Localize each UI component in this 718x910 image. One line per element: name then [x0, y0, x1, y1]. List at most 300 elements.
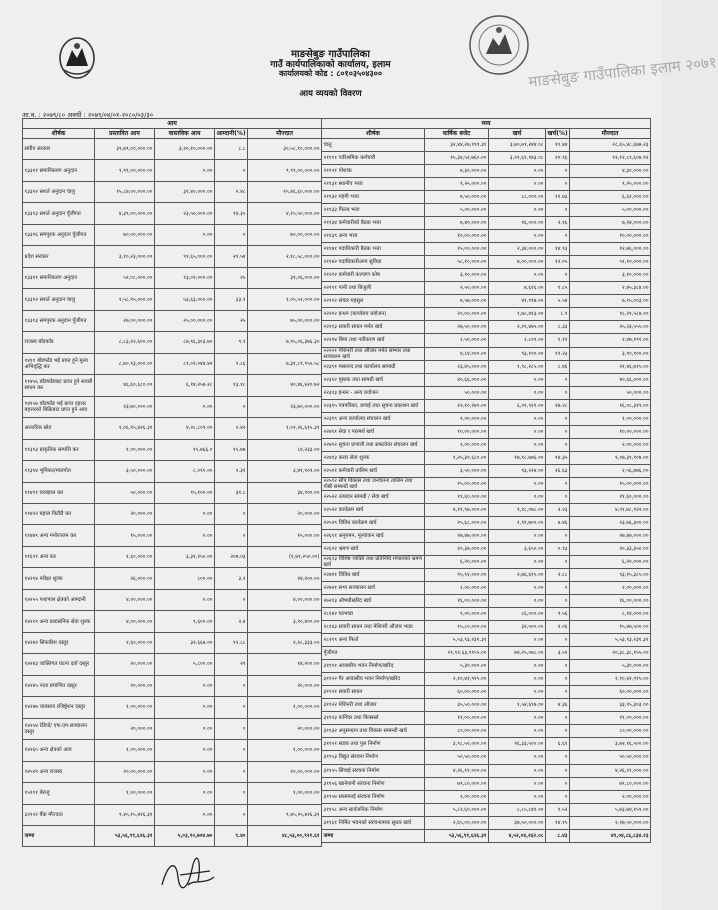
expense-row [322, 269, 651, 282]
expense-cell-balance: १२,१२,८९,६०७.९२ [570, 152, 651, 165]
income-cell-balance: १५,०००.०० [248, 525, 322, 546]
income-cell-title: १४११ बाँडफाँड भई प्राप्त हुने मुल्य अभिवृद्धि कर [23, 353, 95, 374]
expense-cell-c2: ९,१८,०७८.०० [489, 503, 546, 516]
expense-cell-title: २२५२२ कार्यक्रम खर्च [322, 503, 425, 516]
income-header-actual: वास्तविक आय [155, 129, 215, 139]
expense-cell-balance: ३,७२,१६,५००.०० [570, 738, 651, 751]
expense-cell-pct: ० [546, 412, 570, 425]
income-cell-c2: ५३,६३,०००.०० [155, 289, 215, 310]
income-cell-balance: ४,१५,५०,०००.०० [248, 203, 322, 224]
expense-cell-c1: ५,३०,०००.०० [425, 660, 489, 673]
expense-row [322, 803, 651, 816]
expense-cell-c1: १५,८०,०००.०० [425, 621, 489, 634]
expense-cell-pct: ९.५६ [546, 608, 570, 621]
expense-cell-balance: २,४७,१९१.०० [570, 334, 651, 347]
expense-cell-c2: ०.०० [489, 673, 546, 686]
expense-cell-title: २२२२१ मेशिनरी तथा औजार मर्मत सम्भार तथा सञ्चालन खर्च [322, 347, 425, 360]
expense-cell-pct: ० [546, 673, 570, 686]
expense-row [322, 373, 651, 386]
expense-header-percent: खर्च(%) [547, 129, 568, 137]
expense-cell-balance: ६,२०,०००.०० [570, 556, 651, 569]
expense-cell-pct: ० [546, 438, 570, 451]
income-row [23, 654, 322, 675]
expense-cell-balance: ४,३०,०००.०० [570, 165, 651, 178]
expense-cell-c1: ५,८२,६०,०००.०० [425, 803, 489, 816]
income-cell-pct: ० [215, 160, 248, 181]
expense-cell-balance: ५,००,०००.०० [570, 204, 651, 217]
expense-cell-pct: ६.६१ [546, 738, 570, 751]
expense-cell-pct: १.१२ [546, 334, 570, 347]
income-cell-pct: २९ [215, 654, 248, 675]
expense-cell-pct: १४.९३ [546, 243, 570, 256]
income-cell-balance: १,००,०००.०० [248, 697, 322, 718]
income-cell-pct: २५ [215, 310, 248, 331]
expense-cell-pct: ८.३३ [546, 321, 570, 334]
expense-cell-title: २२६११ अनुगमन, मूल्यांकन खर्च [322, 529, 425, 542]
expense-row [322, 334, 651, 347]
expense-row [322, 686, 651, 699]
expense-cell-c2: ९३,२२४.०० [489, 464, 546, 477]
expense-cell-title: २२३१२ पुस्तक तथा सामग्री खर्च [322, 373, 425, 386]
income-cell-balance: ७,९५,०६,३७६.३० [248, 332, 322, 353]
expense-cell-pct: २.०६ [546, 621, 570, 634]
income-cell-c2: ०.०० [155, 503, 215, 524]
expense-cell-title: ३११५५ सिंचाई संरचना निर्माण [322, 764, 425, 777]
income-cell-c2: ८९,०२,०४४.४२ [155, 353, 215, 374]
expense-cell-c1: २१,१२,६३,९१५५.०० [425, 647, 489, 660]
expense-cell-pct: १.५२ [546, 803, 570, 816]
income-cell-balance: ९,४५,१५,४२६.३१ [248, 804, 322, 825]
expense-cell-title: २११३२ महंगी भत्ता [322, 191, 425, 204]
income-cell-balance: २,२८,३३३.०० [248, 632, 322, 653]
expense-cell-balance: २,१०,४२,९१५.०० [570, 673, 651, 686]
expense-cell-balance: ५,७३,७४,१५९.०० [570, 803, 651, 816]
expense-cell-title: २८१४३ सवारी साधन तथा मेशिनरी औजार भाडा [322, 621, 425, 634]
expense-cell-pct: ० [546, 712, 570, 725]
income-cell-title: ११३१३ प्राकृतिक सम्पत्ति कर [23, 439, 95, 460]
income-cell-title: १४२४३ व्यक्तिगत घटना दर्ता दस्तुर [23, 654, 95, 675]
income-row [23, 783, 322, 804]
expense-row [322, 542, 651, 555]
income-cell-c1: ३,१०,२३,०००.०० [95, 246, 155, 267]
expense-cell-c1: ४,२६,११,०००.०० [425, 764, 489, 777]
expense-cell-title: २११४२ पदाधिकारीअन्य सुविधा [322, 256, 425, 269]
income-cell-pct: २.४८ [215, 181, 248, 202]
income-row [23, 353, 322, 374]
expense-cell-pct: ० [546, 529, 570, 542]
income-cell-title: १३३१६ समपुरक अनुदान पुँजीगत [23, 224, 95, 245]
expense-cell-c2: ३,२१,६१,१७३.०८ [489, 152, 546, 165]
income-cell-balance: ८४,२३३.०० [248, 439, 322, 460]
expense-cell-pct: ० [546, 790, 570, 803]
income-header-proposed: प्रस्तावित आय [95, 129, 155, 139]
stamp-text: माङसेबुङ गाउँपालिका इलाम २०७१ [527, 53, 718, 91]
income-row [23, 461, 322, 482]
income-cell-pct: ० [215, 675, 248, 696]
expense-row [322, 725, 651, 738]
expense-cell-c1: २३,४५,०००.०० [425, 360, 489, 373]
income-cell-c1: २०,०००.०० [95, 675, 155, 696]
expense-cell-title: ३११३२ अनुसन्धान तथा विकास सम्बन्धी खर्च [322, 725, 425, 738]
expense-cell-pct: ४.३६ [546, 699, 570, 712]
expense-cell-balance: २,००,०००.०० [570, 582, 651, 595]
expense-cell-balance: ४,०१,७८,९२२.०० [570, 503, 651, 516]
income-cell-pct: २.४ [215, 611, 248, 632]
expense-cell-c2: ०.०० [489, 477, 546, 490]
expense-row [322, 556, 651, 569]
expense-row [322, 412, 651, 425]
income-header-title: शीर्षक [23, 129, 95, 139]
expense-cell-pct: ० [546, 777, 570, 790]
income-row [23, 396, 322, 417]
income-cell-balance: २०,०००.०० [248, 503, 322, 524]
income-cell-c2: ३,२०,१०,०००.०० [155, 139, 215, 160]
income-cell-balance: २,१८,५८,०००.०० [248, 246, 322, 267]
expense-row [322, 347, 651, 360]
income-row [23, 546, 322, 567]
income-row [23, 160, 322, 181]
expense-cell-c2: १,९१,७००.०० [489, 516, 546, 529]
income-cell-pct: ०.४२ [215, 418, 248, 439]
income-row [23, 332, 322, 353]
income-cell-pct: ० [215, 697, 248, 718]
expense-cell-title: ३११६१ निर्मित भवनको संरचनात्मक सुधार खर्च [322, 816, 425, 829]
income-cell-title: आन्तरिक स्रोत [23, 418, 95, 439]
expense-cell-title: ३११५३ विद्युत संरचना निर्माण [322, 751, 425, 764]
income-cell-c2: ०.०० [155, 761, 215, 782]
expense-cell-c2: ४१,९९७.०० [489, 295, 546, 308]
expense-cell-balance: २५,२३,५५५.०० [570, 321, 651, 334]
income-cell-title: १३३१२ सशर्त अनुदान चालु [23, 181, 95, 202]
expense-cell-title: ३११२१ सवारी साधन [322, 686, 425, 699]
expense-cell-c2: ४,६१६.०० [489, 282, 546, 295]
expense-header-title: शीर्षक [322, 129, 425, 139]
expense-cell-balance: १०,००,०००.०० [570, 425, 651, 438]
income-cell-balance: ३,४१,९०९.०० [248, 461, 322, 482]
income-cell-title: संघीय सरकार [23, 139, 95, 160]
income-cell-title: १३३१२ सशर्त अनुदान चालु [23, 289, 95, 310]
expense-cell-c1: १०,००,०००.०० [425, 425, 489, 438]
expense-cell-pct: ० [546, 477, 570, 490]
expense-cell-title: २२२१२ इन्धन (कार्यालय प्रयोजन) [322, 308, 425, 321]
expense-cell-c1: २,६५,००,०००.०० [425, 816, 489, 829]
income-row [23, 310, 322, 331]
expense-cell-title: २११३९ अन्य भत्ता [322, 230, 425, 243]
income-cell-title: १४२५५ पशापाल क्षेत्रको आम्दानी [23, 589, 95, 610]
expense-cell-title: पूँजीगत [322, 647, 425, 660]
expense-cell-title: २२५१२ सीप विकास तथा जनचेतना तालिम तथा गोष्ठी सम्बन्धी खर्च [322, 477, 425, 490]
expense-cell-balance: १,०७,३१,९०४.०० [570, 451, 651, 464]
expense-cell-c2: ०.०० [489, 634, 546, 647]
income-cell-pct: १४.३५ [215, 203, 248, 224]
income-table [22, 118, 322, 847]
income-row [23, 139, 322, 160]
expense-cell-c1: १०,००,०००.०० [425, 230, 489, 243]
income-row [23, 224, 322, 245]
expense-cell-c2: ३,६५०.०० [489, 542, 546, 555]
income-row [23, 675, 322, 696]
expense-cell-pct: ० [546, 725, 570, 738]
income-cell-c2: ०.०० [155, 224, 215, 245]
expense-table [321, 118, 651, 843]
expense-cell-balance: २७,४७,०००.०० [570, 529, 651, 542]
expense-row [322, 256, 651, 269]
expense-cell-pct: ५.५४ [546, 295, 570, 308]
expense-header-spent: खर्च [489, 129, 546, 139]
income-cell-c2: ६,१४,२५७.२८ [155, 375, 215, 396]
income-cell-pct: ८.८ [215, 139, 248, 160]
income-header-percent: आम्दानी(%) [216, 129, 246, 137]
expense-cell-c1: ७,५७,०००.०० [425, 295, 489, 308]
expense-cell-c2: ०.०० [489, 269, 546, 282]
expense-cell-title: २१२१२ कर्मचारी कल्याण कोष [322, 269, 425, 282]
expense-cell-title: २२५२९ विविध कार्यक्रम खर्च [322, 516, 425, 529]
expense-cell-balance: ३,९०,९००.०० [570, 347, 651, 360]
income-cell-c2: ०.०० [155, 589, 215, 610]
expense-cell-balance: २०,३३,३५०.०० [570, 542, 651, 555]
expense-row [322, 647, 651, 660]
expense-cell-title: २२७११ विविध खर्च [322, 569, 425, 582]
income-cell-title: ११६९१ अन्य कर [23, 546, 95, 567]
income-cell-balance: २०,०००.०० [248, 675, 322, 696]
expense-cell-title: २२६१२ भ्रमण खर्च [322, 542, 425, 555]
expense-row [322, 660, 651, 673]
income-cell-c2: १५,१००.०० [155, 482, 215, 503]
income-cell-c1: ४,३९,००,०००.०० [95, 203, 155, 224]
income-cell-c1: ४६,६०,६८०.०० [95, 375, 155, 396]
expense-cell-pct: १४.३५ [546, 451, 570, 464]
expense-cell-pct: ८.९ [546, 308, 570, 321]
income-cell-pct: २.३१ [215, 461, 248, 482]
income-cell-title: प्रदेश सरकार [23, 246, 95, 267]
expense-cell-c2: ०.०० [489, 777, 546, 790]
expense-cell-c1: १५,००,०००.०० [425, 477, 489, 490]
expense-cell-balance: ९,२५,०००.०० [570, 178, 651, 191]
expense-cell-c1: ३५,५०,०००.०० [425, 699, 489, 712]
expense-row [322, 139, 651, 152]
expense-row [322, 282, 651, 295]
expense-row [322, 308, 651, 321]
expense-cell-balance: ४,२६,११,०००.०० [570, 764, 651, 777]
expense-row [322, 829, 651, 842]
income-row [23, 826, 322, 847]
income-cell-title: १४२५४ रेडियो/ एफ.एम.सञ्चालन दस्तुर [23, 718, 95, 739]
expense-cell-c2: ०.०० [489, 230, 546, 243]
income-cell-title: ११४११ घरबहाल कर [23, 482, 95, 503]
expense-row [322, 582, 651, 595]
expense-cell-c2: ३२,५००.०० [489, 621, 546, 634]
income-cell-title: १५१११ बेरुजू [23, 783, 95, 804]
income-cell-pct: ० [215, 804, 248, 825]
office-code: कार्यालयको कोड : ८०१०३५०४३०० [278, 69, 383, 78]
expense-row [322, 165, 651, 178]
income-cell-pct: ० [215, 396, 248, 417]
income-cell-c1: ४,००,०००.०० [95, 611, 155, 632]
expense-cell-pct: ० [546, 165, 570, 178]
income-cell-c2: ०.०० [155, 783, 215, 804]
expense-cell-c2: ६,०१,९२१.०० [489, 399, 546, 412]
expense-cell-c1: २०,३७,०००.०० [425, 542, 489, 555]
expense-cell-c1: ७,४०,०००.०० [425, 217, 489, 230]
income-header-balance: मौज्दात [248, 129, 322, 139]
income-cell-c1: १,०६,९५,४२६.३१ [95, 418, 155, 439]
expense-cell-balance: २३,७६,३००.०० [570, 516, 651, 529]
expense-cell-title: ३११२३ फर्निचर तथा फिक्सर्स [322, 712, 425, 725]
expense-row [322, 673, 651, 686]
expense-row [322, 178, 651, 191]
expense-cell-pct: २.८८ [546, 569, 570, 582]
expense-cell-balance: २०,३८,३८,१५५.०० [570, 647, 651, 660]
income-cell-pct: ९.८६ [215, 353, 248, 374]
expense-cell-c1: ४,११,९७,०००.०० [425, 503, 489, 516]
income-cell-c1: १,००,०००.०० [95, 740, 155, 761]
expense-cell-pct: १.८५ [546, 282, 570, 295]
expense-cell-c2: ८,८५,८४१.०० [489, 803, 546, 816]
expense-cell-balance: ६,६२,०००.०० [570, 191, 651, 204]
expense-cell-c1: २,५०,०००.०० [425, 334, 489, 347]
expense-cell-pct: ८.४३ [546, 829, 570, 842]
expense-cell-c2: ०.०० [489, 529, 546, 542]
expense-cell-pct: १९.२३ [546, 347, 570, 360]
income-cell-balance: ४८,५३,००,९२१.६१ [248, 826, 322, 847]
income-row [23, 589, 322, 610]
income-cell-c1: १५,०००.०० [95, 525, 155, 546]
expense-cell-balance: ६०,००,०००.०० [570, 686, 651, 699]
income-cell-c2: २५,००,०००.०० [155, 310, 215, 331]
expense-cell-pct: ० [546, 373, 570, 386]
expense-cell-balance: २,४५,३८४.०० [570, 282, 651, 295]
expense-cell-c2: ०.०० [489, 178, 546, 191]
expense-cell-balance: १५,००,०००.०० [570, 477, 651, 490]
expense-cell-balance: ७,२४,०००.०० [570, 217, 651, 230]
income-cell-title: ११४२२ बहाल विटौरी कर [23, 503, 95, 524]
expense-cell-balance: ५,३०,०००.०० [570, 660, 651, 673]
income-cell-c2: ८७,९६,३०३.७० [155, 332, 215, 353]
expense-cell-c1: २७,५०,०००.०० [425, 321, 489, 334]
income-cell-c1: १,००,०००.०० [95, 439, 155, 460]
income-cell-c2: २३,५०,०००.०० [155, 203, 215, 224]
office-name: माङसेबुङ गाउँपालिका [291, 49, 370, 60]
income-cell-title: १३३११ समानिकरण अनुदान [23, 160, 95, 181]
expense-row [322, 451, 651, 464]
expense-cell-c2: ०.०० [489, 764, 546, 777]
expense-cell-title: चालु [322, 139, 425, 152]
income-cell-balance: १४,२००.०० [248, 654, 322, 675]
expense-cell-pct: ११.४४ [546, 139, 570, 152]
income-cell-title: १४१५७ बाँडफाँड भई प्राप्त दहत्तर बहत्तरको बिक्रिबाट प्राप्त हुने आय [23, 396, 95, 417]
income-cell-balance: ७५,००,०००.०० [248, 310, 322, 331]
expense-row [322, 699, 651, 712]
expense-section-title: व्यय [322, 119, 651, 129]
expense-row [322, 595, 651, 608]
expense-cell-balance: १,००,०००.०० [570, 412, 651, 425]
expense-cell-c2: ०.०० [489, 438, 546, 451]
income-cell-c2: ०.०० [155, 675, 215, 696]
expense-cell-title: ३११५७ सरसफाई संरचना निर्माण [322, 790, 425, 803]
income-cell-c1: २०,०००.०० [95, 718, 155, 739]
expense-row [322, 516, 651, 529]
income-cell-c2: ०.०० [155, 740, 215, 761]
income-cell-pct: २५ [215, 267, 248, 288]
expense-row [322, 230, 651, 243]
income-cell-pct: ३३.९ [215, 289, 248, 310]
expense-row [322, 738, 651, 751]
expense-cell-c2: ०.०० [489, 425, 546, 438]
expense-cell-pct: ० [546, 660, 570, 673]
expense-cell-title: ३११२२ गैर आवासीय भवन निर्माण/खरिद [322, 673, 425, 686]
expense-row [322, 295, 651, 308]
income-cell-balance: १,०२,२६,६१५.३१ [248, 418, 322, 439]
expense-cell-title: २२४१२ सूचना प्रणाली तथा सफ्टवेयर संचालन खर्च [322, 438, 425, 451]
expense-cell-c1: ९,००,०००.०० [425, 608, 489, 621]
expense-row [322, 608, 651, 621]
expense-cell-c2: १६,०००.०० [489, 217, 546, 230]
income-cell-balance: ७०,००,०००.०० [248, 224, 322, 245]
expense-cell-title: २२७२१ सभा सञ्चालन खर्च [322, 582, 425, 595]
expense-cell-pct: ० [546, 230, 570, 243]
expense-cell-balance: २,५६,७७६.०० [570, 464, 651, 477]
expense-cell-c2: ०.०० [489, 165, 546, 178]
expense-cell-balance: २,००,०००.०० [570, 790, 651, 803]
expense-cell-c2: ०.०० [489, 386, 546, 399]
income-cell-c2: ०.०० [155, 804, 215, 825]
expense-cell-c2: ७,००,०००.०० [489, 256, 546, 269]
income-cell-c1: २,६०,०००.०० [95, 632, 155, 653]
expense-cell-title: २२४१३ करार सेवा शुल्क [322, 451, 425, 464]
income-cell-c2: ०.०० [155, 718, 215, 739]
income-row [23, 418, 322, 439]
income-row [23, 267, 322, 288]
income-cell-title: १४२४५ नाता प्रमाणित दस्तुर [23, 675, 95, 696]
expense-cell-pct: २६.६३ [546, 464, 570, 477]
expense-cell-c2: ०.०० [489, 660, 546, 673]
income-cell-balance: १,००,०००.०० [248, 740, 322, 761]
income-cell-c2: ०.०० [155, 396, 215, 417]
expense-cell-balance: २,००,०००.०० [570, 438, 651, 451]
expense-cell-title: २२४११ सेवा र परामर्श खर्च [322, 425, 425, 438]
expense-cell-pct: ० [546, 751, 570, 764]
income-row [23, 804, 322, 825]
expense-cell-c1: ४,३०,०००.०० [425, 165, 489, 178]
expense-cell-c1: ११,००,०००.०० [425, 712, 489, 725]
expense-cell-title: २११३४ कर्मचारीको बैठक भत्ता [322, 217, 425, 230]
income-cell-c1: २७,००,०००.०० [95, 310, 155, 331]
income-row [23, 482, 322, 503]
income-cell-balance: ३४,९००.०० [248, 482, 322, 503]
income-cell-balance: ७,३१,८९,९५५.५८ [248, 353, 322, 374]
income-cell-pct: ० [215, 503, 248, 524]
income-row [23, 718, 322, 739]
expense-row [322, 399, 651, 412]
income-cell-title: राजस्व बाँडफाँड [23, 332, 95, 353]
income-row [23, 611, 322, 632]
income-section-title: आय [23, 119, 322, 129]
expense-cell-c1: ७९,८०,०००.०० [425, 777, 489, 790]
income-cell-c1: २३,७०,०००.०० [95, 396, 155, 417]
expense-cell-title: ३११५१ सडक तथा पुल निर्माण [322, 738, 425, 751]
expense-row [322, 790, 651, 803]
expense-cell-balance: १८,२१,५८७.०० [570, 308, 651, 321]
expense-cell-c1: १५,३४,५२,७६०.०० [425, 152, 489, 165]
income-cell-c1: ९,९९,००,०००.०० [95, 160, 155, 181]
income-cell-c1: २०,०००.०० [95, 503, 155, 524]
expense-cell-title: २२५२२ उत्पादन सामग्री / सेवा खर्च [322, 490, 425, 503]
income-cell-c1: ५३,५६,९१,६२६.३१ [95, 826, 155, 847]
income-cell-c2: १३,०२,०००.०० [155, 267, 215, 288]
expense-cell-c2: २,७६,६१५.०० [489, 569, 546, 582]
income-cell-pct: ० [215, 525, 248, 546]
income-cell-c2: ०.०० [155, 525, 215, 546]
